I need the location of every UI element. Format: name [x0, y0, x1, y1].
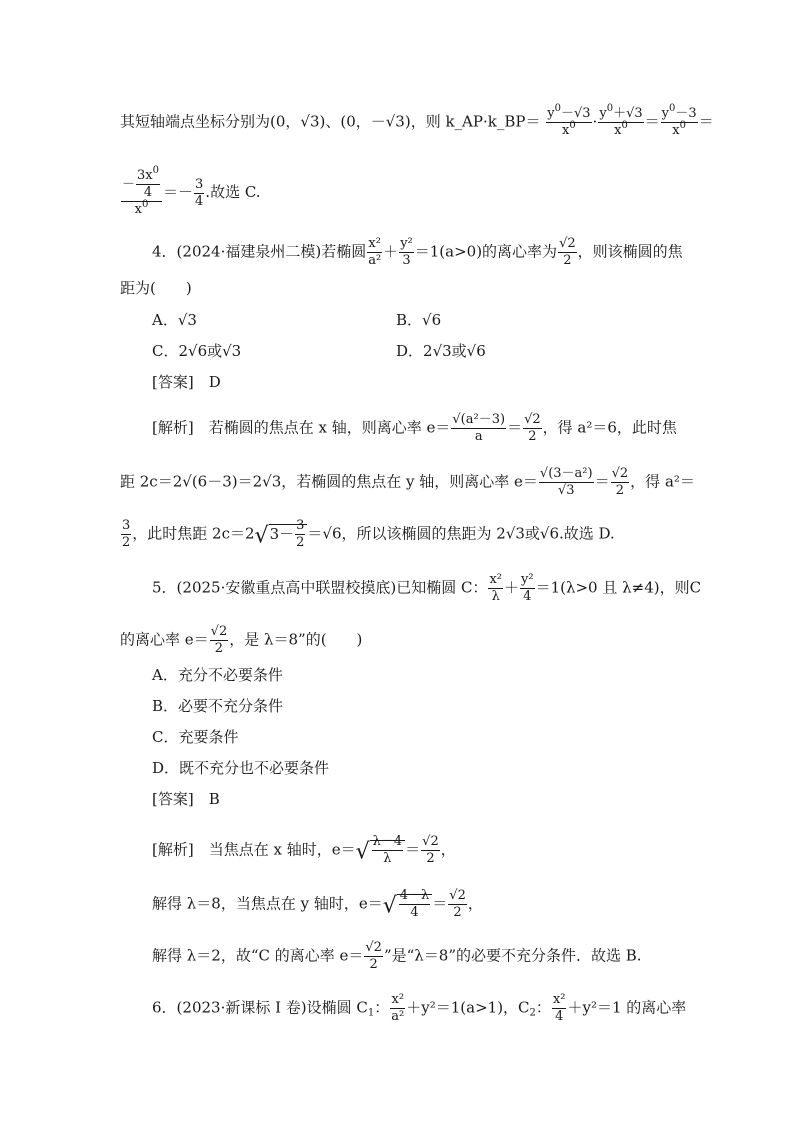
fraction: $\frac{\text{√(3－a²)}}{√3}$ [539, 466, 593, 498]
answer-label: [答案] [152, 373, 194, 391]
question-5-prefix: 5．(2025·安徽重点高中联盟校摸底)已知椭圆 C： [152, 578, 488, 597]
question-6-stem: 6．(2023·新课标 I 卷)设椭圆 $C_1$： $\frac{\text{x²}}{\text{a²}}$ ＋y²＝1(a>1)，$C_2$： $\frac{\text{x²}}{4}$ ＋y²＝1 的离心率 [152, 992, 687, 1024]
analysis-text: ”是“λ＝8”的必要不充分条件．故选 B. [383, 946, 642, 965]
analysis-label: [解析] [152, 840, 194, 859]
question-4-prefix: 4．(2024·福建泉州二模)若椭圆 [152, 242, 367, 261]
compound-fraction: － $\frac{3x^0}{4}$ $x^0$ [121, 168, 162, 218]
fraction: $\frac{y^0-3}{x^0}$ [661, 103, 697, 138]
question-6-text: ＋y²＝1 的离心率 [567, 998, 687, 1017]
question-5-option-d: D．既不充分也不必要条件 [152, 759, 330, 777]
answer-value: D [208, 373, 221, 391]
question-4-line2: 距为( ) [120, 279, 192, 297]
question-4-stem: 4．(2024·福建泉州二模)若椭圆 $\frac{\text{x²}}{\text{a²}}$ ＋ $\frac{\text{y²}}{3}$ ＝1(a>0)的离心率为 $\frac{√2}{2}$ ，则该椭圆的焦 [152, 236, 683, 268]
fraction: $\frac{y^0-√3}{x^0}$ [547, 103, 591, 138]
answer-value: B [208, 790, 220, 808]
fraction: $\frac{y^0+√3}{x^0}$ [599, 103, 643, 138]
question-4-analysis-2: 距 2c＝2√(6－3)＝2√3，若椭圆的焦点在 y 轴，则离心率 e＝ $\frac{\text{√(3－a²)}}{√3}$ ＝ $\frac{√2}{2}$ ，得 a²＝ [120, 466, 695, 498]
fraction: $\frac{\text{x²}}{\text{a²}}$ [391, 992, 405, 1024]
fraction: $\frac{√2}{2}$ [449, 888, 466, 920]
question-5-text: ，是 λ＝8”的( ) [229, 630, 363, 649]
analysis-text: 当焦点在 x 轴时，e＝ [208, 840, 356, 859]
question-5-analysis-3 [152, 940, 642, 973]
question-4-option-a: A．√3 [152, 311, 197, 329]
question-4-analysis-1: [解析] 若椭圆的焦点在 x 轴，则离心率 e＝ $\frac{\text{√(a²－3)}}{a}$ ＝ $\frac{√2}{2}$ ，得 a²＝6，此时焦 [152, 412, 677, 444]
analysis-text: ，此时焦距 2c＝2 [132, 524, 255, 543]
solution-continuation-line: 其短轴端点坐标分别为(0，√3)、(0，－√3)，则 k_AP·k_BP＝ $\frac{y^0-√3}{x^0}$ · $\frac{y^0+√3}{x^0}$ ＝ $\frac{y^0-3}{x^0}$ ＝ [120, 103, 714, 138]
analysis-label: [解析] [152, 418, 194, 437]
question-4-option-c: C．2√6或√3 [152, 342, 242, 360]
analysis-text: ，得 a²＝6，此时焦 [542, 418, 677, 437]
fraction: $\frac{√2}{2}$ [210, 624, 228, 656]
question-5-option-c: C．充要条件 [152, 728, 239, 746]
question-5-text: 的离心率 e＝ [120, 630, 209, 649]
fraction: $\frac{\text{x²}}{4}$ [552, 992, 566, 1024]
fraction: $\frac{\text{√(a²－3)}}{a}$ [452, 412, 506, 444]
question-5-option-a: A．充分不必要条件 [152, 666, 283, 684]
analysis-text: 若椭圆的焦点在 x 轴，则离心率 e＝ [208, 418, 451, 437]
question-6-text: ： [374, 998, 390, 1017]
analysis-text: 解得 λ＝2，故“C 的离心率 e＝ [152, 946, 364, 965]
solution-result-line: － $\frac{3x^0}{4}$ $x^0$ ＝－ $\frac{3}{4}$ .故选 C. [122, 165, 261, 217]
question-5-analysis-2: 解得 λ＝8，当焦点在 y 轴时，e＝√ $\frac{4-\lambda}{4}$ ＝ $\frac{√2}{2}$ ， [152, 888, 483, 920]
solution-text: 其短轴端点坐标分别为(0，√3)、(0，－√3)，则 k_AP·k_BP＝ [120, 112, 541, 131]
analysis-text: ，得 a²＝ [630, 472, 695, 491]
fraction: $\frac{3}{4}$ [195, 176, 204, 209]
solution-conclusion: 故选 C. [210, 183, 261, 201]
fraction: $\frac{\text{y²}}{4}$ [521, 572, 534, 604]
question-5-analysis-1: [解析] 当焦点在 x 轴时，e＝√ $\frac{\lambda-4}{\lambda}$ ＝ $\frac{√2}{2}$ ， [152, 834, 456, 866]
question-5-stem: 5．(2025·安徽重点高中联盟校摸底)已知椭圆 C： $\frac{\text{x²}}{\lambda}$ ＋ $\frac{\text{y²}}{4}$ ＝1(λ>0 且 λ≠4)，则C [152, 572, 702, 604]
question-5-line2 [120, 624, 362, 657]
fraction: $\frac{\text{x²}}{\text{a²}}$ [368, 236, 382, 268]
question-5-answer [152, 789, 220, 809]
fraction: $\frac{√2}{2}$ [611, 466, 629, 498]
question-5-mid: ＝1(λ>0 且 λ≠4)，则C [535, 578, 702, 597]
answer-label: [答案] [152, 790, 194, 808]
fraction: $\frac{√2}{2}$ [524, 412, 541, 444]
fraction: $\frac{√2}{2}$ [365, 940, 382, 972]
analysis-text: ＝√6，所以该椭圆的焦距为 2√3或√6.故选 D. [307, 524, 615, 543]
question-4-option-b: B．√6 [396, 311, 442, 329]
question-4-tail: ，则该椭圆的焦 [577, 242, 683, 261]
fraction: $\frac{√2}{2}$ [422, 834, 439, 866]
question-6-prefix: 6．(2023·新课标 I 卷)设椭圆 C [152, 998, 368, 1017]
question-4-analysis-3: $\frac{3}{2}$ ，此时焦距 2c＝2√3－ $\frac{3}{2}$ ＝√6，所以该椭圆的焦距为 2√3或√6.故选 D. [122, 518, 615, 550]
question-4-option-d: D．2√3或√6 [396, 342, 486, 360]
analysis-text: 解得 λ＝8，当焦点在 y 轴时，e＝ [152, 894, 383, 913]
question-4-answer [152, 372, 221, 392]
fraction: $\frac{\text{y²}}{3}$ [400, 236, 413, 268]
analysis-text: 距 2c＝2√(6－3)＝2√3，若椭圆的焦点在 y 轴，则离心率 e＝ [120, 472, 538, 491]
question-4-mid: ＝1(a>0)的离心率为 [414, 242, 558, 261]
fraction: $\frac{3}{2}$ [122, 518, 131, 550]
question-6-text: ＋y²＝1(a>1)，C [406, 998, 530, 1017]
fraction: $\frac{\text{x²}}{\lambda}$ [489, 572, 502, 604]
question-5-option-b: B．必要不充分条件 [152, 697, 284, 715]
fraction: $\frac{√2}{2}$ [559, 236, 576, 268]
